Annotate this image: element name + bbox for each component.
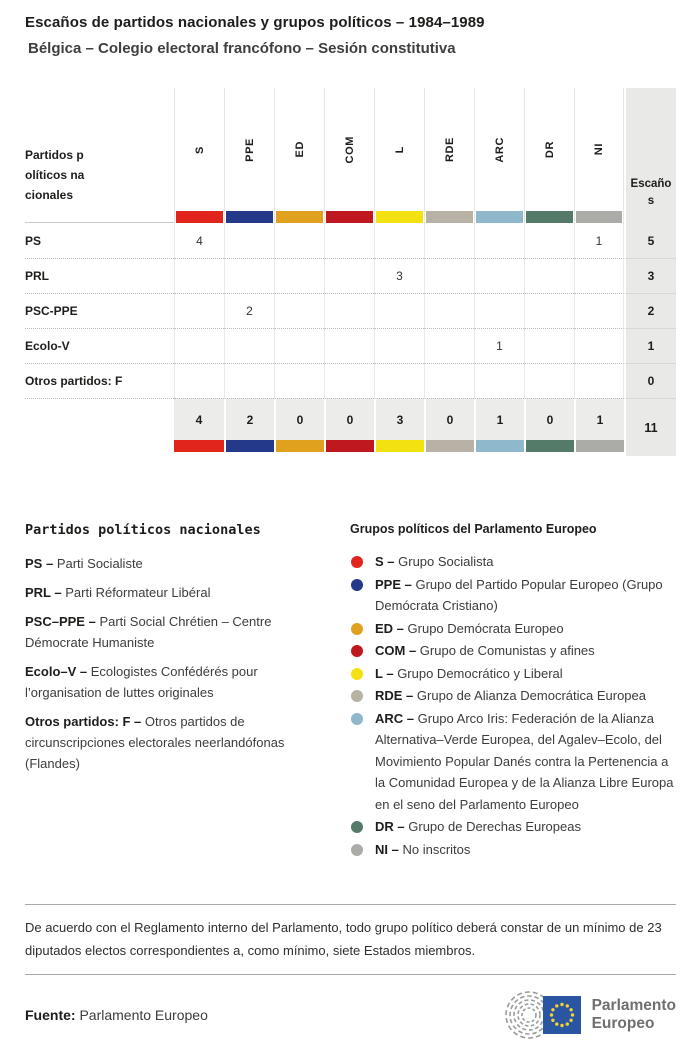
cell: [174, 293, 224, 328]
cell: [574, 258, 624, 293]
cell: 2: [224, 293, 274, 328]
cell: [574, 363, 624, 398]
row-total: 3: [624, 258, 676, 293]
column-header-label: S: [193, 145, 206, 154]
cell: [324, 363, 374, 398]
political-groups-legend: [350, 522, 676, 861]
row-total: 0: [624, 363, 676, 398]
column-header-RDE: [424, 88, 474, 223]
group-color-bar: [526, 440, 574, 452]
cell: [324, 223, 374, 258]
group-color-bar: [426, 211, 473, 223]
cell: [374, 363, 424, 398]
cell: [524, 223, 574, 258]
group-legend-item: S – Grupo Socialista: [350, 551, 676, 573]
cell: [574, 293, 624, 328]
group-color-bar: [426, 440, 474, 452]
page-title: Escaños de partidos nacionales y grupos políticos – 1984–1989: [25, 14, 485, 31]
cell: [224, 223, 274, 258]
cell: [374, 293, 424, 328]
page-subtitle: Bélgica – Colegio electoral francófono – Sesión constitutiva: [28, 40, 456, 57]
group-legend-item: ARC – Grupo Arco Iris: Federación de la Alianza Alternativa–Verde Europea, del Agalev–Ecolo, del Movimiento Popular Danés contra la Pertenencia a la Comunidad Europea y de la Alianza Libre Europa en el seno del Parlamento Europeo: [350, 708, 676, 816]
group-legend-item: L – Grupo Democrático y Liberal: [350, 663, 676, 685]
column-total: 3: [374, 398, 424, 452]
column-header-L: [374, 88, 424, 223]
cell: [324, 258, 374, 293]
cell: [574, 328, 624, 363]
cell: [224, 363, 274, 398]
column-header-label: DR: [543, 140, 556, 159]
column-header-label: L: [393, 145, 406, 154]
group-color-bar: [376, 211, 423, 223]
cell: [174, 363, 224, 398]
source-row: [25, 989, 676, 1041]
column-header-DR: [524, 88, 574, 223]
group-color-dot: [351, 645, 363, 657]
cell: [274, 258, 324, 293]
cell: [474, 223, 524, 258]
group-legend-item: RDE – Grupo de Alianza Democrática Europea: [350, 685, 676, 707]
column-header-label: ED: [293, 141, 306, 158]
column-total: 1: [574, 398, 624, 452]
column-header-ARC: [474, 88, 524, 223]
column-total: 0: [274, 398, 324, 452]
row-total: 5: [624, 223, 676, 258]
cell: 1: [474, 328, 524, 363]
cell: [324, 293, 374, 328]
cell: [324, 328, 374, 363]
column-header-label: RDE: [443, 136, 456, 163]
column-header-NI: [574, 88, 624, 223]
cell: [474, 258, 524, 293]
column-header-label: PPE: [243, 137, 256, 162]
cell: [374, 328, 424, 363]
group-color-dot: [351, 668, 363, 680]
column-total: 4: [174, 398, 224, 452]
seats-header-label: Escaños: [630, 178, 672, 207]
cell: [374, 223, 424, 258]
groups-legend-title: Grupos políticos del Parlamento Europeo: [350, 522, 597, 536]
group-color-dot: [351, 844, 363, 856]
totals-row-label: [25, 398, 174, 456]
column-total: 0: [324, 398, 374, 452]
group-color-bar: [174, 440, 224, 452]
party-legend-item: PSC–PPE – Parti Social Chrétien – Centre Démocrate Humaniste: [25, 614, 272, 650]
group-color-dot: [351, 713, 363, 725]
group-legend-item: DR – Grupo de Derechas Europeas: [350, 816, 676, 838]
cell: [174, 258, 224, 293]
column-header-label: ARC: [493, 136, 506, 163]
group-color-bar: [226, 211, 273, 223]
group-color-dot: [351, 579, 363, 591]
group-legend-item: ED – Grupo Demócrata Europeo: [350, 618, 676, 640]
legends-section: [25, 522, 676, 861]
column-header-PPE: [224, 88, 274, 223]
group-color-bar: [576, 440, 624, 452]
footnote-box: [25, 904, 676, 975]
corner-header-cell: [25, 88, 174, 223]
group-color-bar: [176, 211, 223, 223]
footnote-text: De acuerdo con el Reglamento interno del Parlamento, todo grupo político deberá constar de un mínimo de 23 diputados electos correspondientes a, como mínimo, siete Estados miembros.: [25, 920, 662, 958]
group-color-bar: [476, 440, 524, 452]
source-text: Fuente: Parlamento Europeo: [25, 1007, 208, 1023]
group-color-bar: [476, 211, 523, 223]
cell: [524, 363, 574, 398]
cell: [474, 293, 524, 328]
row-label-otros-partidos: Otros partidos: F: [25, 363, 174, 398]
cell: [274, 293, 324, 328]
party-legend-item: PRL – Parti Réformateur Libéral: [25, 585, 211, 600]
row-label-PS: PS: [25, 233, 42, 248]
group-legend-item: COM – Grupo de Comunistas y afines: [350, 640, 676, 662]
party-legend-item: Otros partidos: F – Otros partidos de circunscripciones electorales neerlandófonas (Flandes): [25, 714, 285, 771]
column-header-label: COM: [343, 135, 356, 164]
column-total: 2: [224, 398, 274, 452]
group-color-bar: [326, 440, 374, 452]
column-total: 0: [524, 398, 574, 452]
group-color-bar: [376, 440, 424, 452]
seats-table: [25, 88, 676, 456]
cell: [424, 258, 474, 293]
cell: [524, 293, 574, 328]
cell: 4: [174, 223, 224, 258]
group-color-dot: [351, 690, 363, 702]
logo-wordmark: Parlamento Europeo: [591, 997, 676, 1032]
cell: [424, 223, 474, 258]
column-total: 0: [424, 398, 474, 452]
cell: [474, 363, 524, 398]
row-label-Ecolo-V: Ecolo-V: [25, 328, 174, 363]
cell: [274, 328, 324, 363]
cell: [524, 258, 574, 293]
cell: [274, 223, 324, 258]
parties-legend-title: Partidos políticos nacionales: [25, 522, 261, 538]
party-legend-item: PS – Parti Socialiste: [25, 556, 143, 571]
column-header-ED: [274, 88, 324, 223]
cell: [224, 328, 274, 363]
group-legend-item: NI – No inscritos: [350, 839, 676, 861]
national-parties-legend: [25, 522, 335, 861]
row-total: 2: [624, 293, 676, 328]
column-total: 1: [474, 398, 524, 452]
group-color-bar: [276, 211, 323, 223]
group-color-bar: [226, 440, 274, 452]
group-color-dot: [351, 556, 363, 568]
group-color-bar: [276, 440, 324, 452]
group-color-bar: [576, 211, 622, 223]
cell: [174, 328, 224, 363]
hemicycle-eu-flag-icon: [497, 989, 585, 1041]
column-header-label: NI: [593, 143, 605, 156]
row-total: 1: [624, 328, 676, 363]
cell: [224, 258, 274, 293]
group-legend-item: PPE – Grupo del Partido Popular Europeo (Grupo Demócrata Cristiano): [350, 574, 676, 617]
column-header-COM: [324, 88, 374, 223]
row-label-PRL: PRL: [25, 258, 174, 293]
column-header-S: [174, 88, 224, 223]
seats-header-cell: [624, 88, 676, 223]
cell: [424, 293, 474, 328]
cell: [524, 328, 574, 363]
grand-total: 11: [624, 398, 676, 456]
cell: [424, 328, 474, 363]
cell: 1: [574, 223, 624, 258]
group-color-dot: [351, 821, 363, 833]
group-color-bar: [326, 211, 373, 223]
row-label-PSC-PPE: PSC-PPE: [25, 293, 174, 328]
cell: [274, 363, 324, 398]
european-parliament-logo: [497, 989, 676, 1041]
group-color-dot: [351, 623, 363, 635]
corner-header-label: Partidos políticos nacionales: [25, 148, 85, 202]
cell: 3: [374, 258, 424, 293]
group-color-bar: [526, 211, 573, 223]
cell: [424, 363, 474, 398]
party-legend-item: Ecolo–V – Ecologistes Confédérés pour l’organisation de luttes originales: [25, 664, 258, 700]
